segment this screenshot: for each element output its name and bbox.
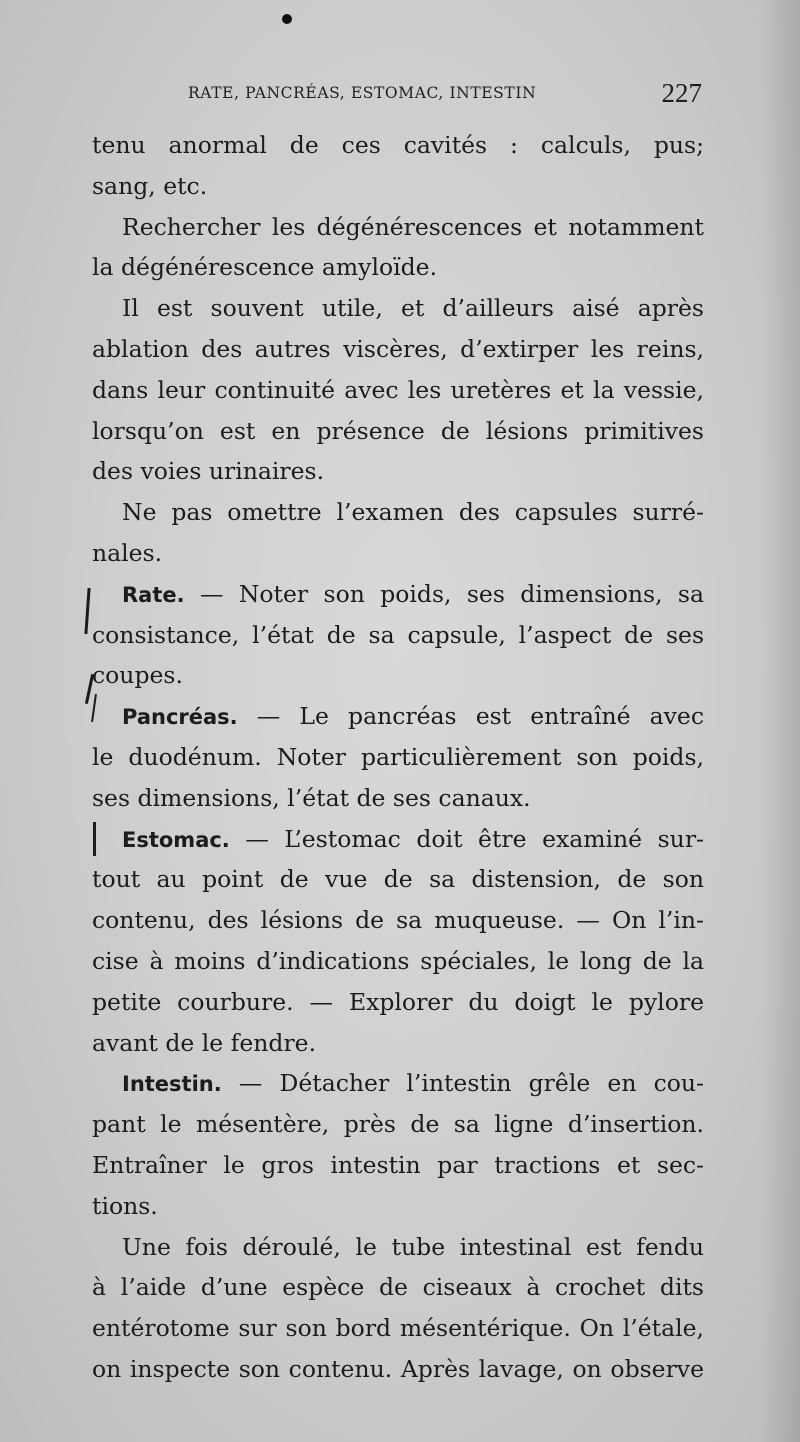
section-keyword: Estomac. xyxy=(122,827,230,852)
line-text: le duodénum. Noter particulièrement son poids, xyxy=(92,742,704,771)
text-line xyxy=(92,492,704,533)
text-line xyxy=(92,1308,704,1349)
line-text: Ne pas omettre l’examen des capsules surré- xyxy=(122,498,704,527)
text-line xyxy=(92,329,704,370)
running-title: RATE, PANCRÉAS, ESTOMAC, INTESTIN xyxy=(188,84,537,102)
line-text: Rechercher les dégénérescences et notamment xyxy=(122,212,704,241)
text-line xyxy=(92,737,704,778)
running-header xyxy=(188,78,708,108)
line-text: des voies urinaires. xyxy=(92,457,325,486)
line-text: ses dimensions, l’état de ses canaux. xyxy=(92,783,531,812)
text-line xyxy=(92,615,704,656)
text-line xyxy=(92,1227,704,1268)
line-text: tenu anormal de ces cavités : calculs, pus; xyxy=(92,131,704,159)
text-line xyxy=(92,166,704,207)
line-text: — Détacher l’intestin grêle en cou- xyxy=(221,1069,704,1098)
text-line xyxy=(92,247,704,288)
section-keyword: Pancréas. xyxy=(122,705,238,730)
line-text: contenu, des lésions de sa muqueuse. — On l’in- xyxy=(92,906,704,935)
ink-dot xyxy=(282,14,292,24)
line-text: consistance, l’état de sa capsule, l’aspect de ses xyxy=(92,620,704,649)
line-text: dans leur continuité avec les uretères et la vessie, xyxy=(92,375,704,404)
line-text: cise à moins d’indications spéciales, le long de la xyxy=(92,946,704,975)
text-line xyxy=(92,288,704,329)
line-text: — Le pancréas est entraîné avec xyxy=(237,702,704,731)
line-text: avant de le fendre. xyxy=(92,1028,317,1057)
text-line xyxy=(92,941,704,982)
line-text: tions. xyxy=(92,1191,158,1220)
text-line xyxy=(92,451,704,492)
text-line xyxy=(92,982,704,1023)
line-text: on inspecte son contenu. Après lavage, on observe xyxy=(92,1354,704,1383)
text-line xyxy=(92,1349,704,1390)
text-line xyxy=(92,900,704,941)
text-line xyxy=(92,1104,704,1145)
body-text xyxy=(92,125,704,1390)
text-line xyxy=(92,207,704,248)
page-number: 227 xyxy=(661,78,702,108)
text-line xyxy=(92,1186,704,1227)
line-text: la dégénérescence amyloïde. xyxy=(92,253,438,282)
line-text: Il est souvent utile, et d’ailleurs aisé après xyxy=(122,294,704,323)
line-text: lorsqu’on est en présence de lésions primitives xyxy=(92,416,704,445)
line-text: coupes. xyxy=(92,661,183,690)
text-line xyxy=(92,1145,704,1186)
line-text: Une fois déroulé, le tube intestinal est fendu xyxy=(122,1232,704,1261)
line-text: petite courbure. — Explorer du doigt le pylore xyxy=(92,987,704,1016)
text-line xyxy=(92,533,704,574)
line-text: tout au point de vue de sa distension, de son xyxy=(92,865,704,894)
text-line xyxy=(92,1063,704,1104)
line-text: ablation des autres viscères, d’extirper les reins, xyxy=(92,334,704,363)
text-line xyxy=(92,778,704,819)
text-line xyxy=(92,574,704,615)
line-text: — L’estomac doit être examiné sur- xyxy=(229,824,704,853)
text-line xyxy=(92,655,704,696)
line-text: nales. xyxy=(92,538,163,567)
section-keyword: Intestin. xyxy=(122,1072,222,1097)
text-line xyxy=(92,1267,704,1308)
page-edge-shadow xyxy=(760,0,800,1442)
line-text: à l’aide d’une espèce de ciseaux à crochet dits xyxy=(92,1273,704,1302)
text-line xyxy=(92,819,704,860)
section-keyword: Rate. xyxy=(122,582,185,607)
line-text: — Noter son poids, ses dimensions, sa xyxy=(184,579,704,608)
text-line xyxy=(92,859,704,900)
line-text: sang, etc. xyxy=(92,171,208,200)
text-line xyxy=(92,411,704,452)
margin-pen-mark xyxy=(84,588,90,634)
text-line xyxy=(92,370,704,411)
line-text: entérotome sur son bord mésentérique. On l’étale, xyxy=(92,1314,704,1343)
text-line xyxy=(92,125,704,166)
text-line xyxy=(92,696,704,737)
line-text: Entraîner le gros intestin par tractions et sec- xyxy=(92,1150,704,1179)
line-text: pant le mésentère, près de sa ligne d’insertion. xyxy=(92,1110,704,1139)
text-line xyxy=(92,1023,704,1064)
